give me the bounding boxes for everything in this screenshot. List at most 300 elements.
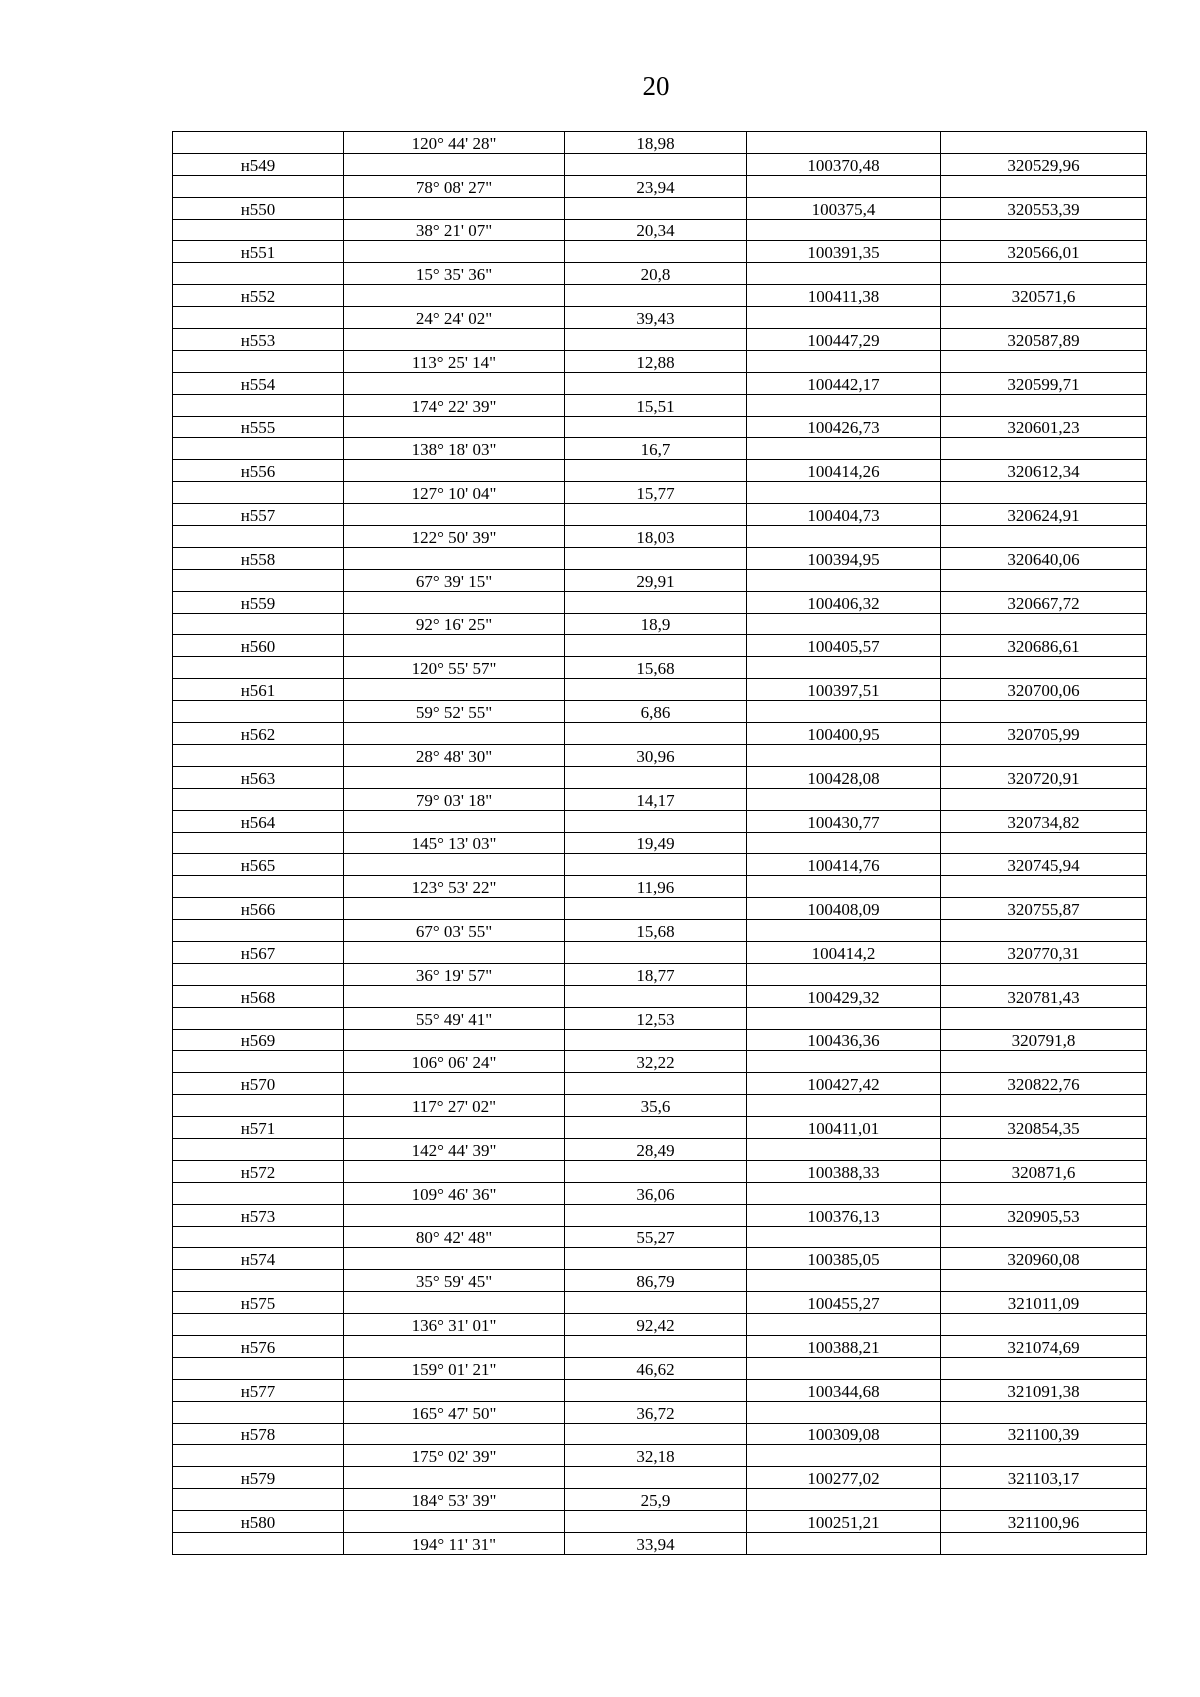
point-name-cell [173, 920, 344, 942]
point-name-cell [173, 963, 344, 985]
direction-angle-cell [344, 1423, 565, 1445]
distance-cell [565, 1379, 747, 1401]
x-coordinate-cell [747, 175, 941, 197]
point-name-cell [173, 1051, 344, 1073]
y-coordinate-cell: 320640,06 [941, 547, 1147, 569]
x-coordinate-cell [747, 1489, 941, 1511]
x-coordinate-cell: 100391,35 [747, 241, 941, 263]
x-coordinate-cell [747, 132, 941, 154]
table-row [173, 263, 1147, 285]
x-coordinate-cell: 100251,21 [747, 1511, 941, 1533]
direction-angle-cell [344, 1117, 565, 1139]
table-row [173, 591, 1147, 613]
x-coordinate-cell [747, 1314, 941, 1336]
point-name-cell: н579 [173, 1467, 344, 1489]
direction-angle-cell: 59° 52' 55" [344, 701, 565, 723]
y-coordinate-cell [941, 876, 1147, 898]
x-coordinate-cell: 100388,21 [747, 1335, 941, 1357]
distance-cell [565, 766, 747, 788]
y-coordinate-cell: 320854,35 [941, 1117, 1147, 1139]
direction-angle-cell [344, 372, 565, 394]
table-row [173, 1182, 1147, 1204]
table-row [173, 526, 1147, 548]
table-row [173, 1314, 1147, 1336]
x-coordinate-cell: 100414,26 [747, 460, 941, 482]
point-name-cell [173, 175, 344, 197]
point-name-cell [173, 219, 344, 241]
x-coordinate-cell [747, 701, 941, 723]
point-name-cell [173, 701, 344, 723]
y-coordinate-cell: 321074,69 [941, 1335, 1147, 1357]
distance-cell: 16,7 [565, 438, 747, 460]
direction-angle-cell [344, 941, 565, 963]
y-coordinate-cell [941, 1138, 1147, 1160]
distance-cell [565, 241, 747, 263]
point-name-cell [173, 744, 344, 766]
point-name-cell [173, 132, 344, 154]
table-row [173, 635, 1147, 657]
y-coordinate-cell: 320871,6 [941, 1160, 1147, 1182]
table-row [173, 1533, 1147, 1555]
point-name-cell [173, 263, 344, 285]
direction-angle-cell: 24° 24' 02" [344, 307, 565, 329]
distance-cell [565, 285, 747, 307]
x-coordinate-cell: 100344,68 [747, 1379, 941, 1401]
table-row [173, 1051, 1147, 1073]
point-name-cell: н554 [173, 372, 344, 394]
point-name-cell: н559 [173, 591, 344, 613]
x-coordinate-cell [747, 1401, 941, 1423]
direction-angle-cell: 122° 50' 39" [344, 526, 565, 548]
distance-cell: 92,42 [565, 1314, 747, 1336]
x-coordinate-cell: 100405,57 [747, 635, 941, 657]
x-coordinate-cell [747, 1182, 941, 1204]
point-name-cell [173, 1182, 344, 1204]
table-row [173, 132, 1147, 154]
distance-cell: 18,77 [565, 963, 747, 985]
y-coordinate-cell: 320529,96 [941, 153, 1147, 175]
direction-angle-cell [344, 1204, 565, 1226]
distance-cell [565, 898, 747, 920]
distance-cell [565, 547, 747, 569]
table-row [173, 723, 1147, 745]
direction-angle-cell: 92° 16' 25" [344, 613, 565, 635]
table-row [173, 941, 1147, 963]
distance-cell: 29,91 [565, 569, 747, 591]
point-name-cell [173, 1357, 344, 1379]
distance-cell: 25,9 [565, 1489, 747, 1511]
distance-cell [565, 635, 747, 657]
distance-cell: 12,88 [565, 350, 747, 372]
distance-cell: 23,94 [565, 175, 747, 197]
x-coordinate-cell: 100394,95 [747, 547, 941, 569]
direction-angle-cell: 35° 59' 45" [344, 1270, 565, 1292]
direction-angle-cell: 15° 35' 36" [344, 263, 565, 285]
direction-angle-cell: 55° 49' 41" [344, 1007, 565, 1029]
y-coordinate-cell: 320720,91 [941, 766, 1147, 788]
y-coordinate-cell: 320667,72 [941, 591, 1147, 613]
y-coordinate-cell: 320571,6 [941, 285, 1147, 307]
point-name-cell [173, 569, 344, 591]
distance-cell: 14,17 [565, 788, 747, 810]
point-name-cell [173, 613, 344, 635]
x-coordinate-cell [747, 1095, 941, 1117]
x-coordinate-cell: 100428,08 [747, 766, 941, 788]
table-row [173, 285, 1147, 307]
table-row [173, 876, 1147, 898]
direction-angle-cell: 138° 18' 03" [344, 438, 565, 460]
table-row [173, 153, 1147, 175]
direction-angle-cell [344, 679, 565, 701]
direction-angle-cell [344, 1248, 565, 1270]
direction-angle-cell: 145° 13' 03" [344, 832, 565, 854]
x-coordinate-cell: 100414,2 [747, 941, 941, 963]
y-coordinate-cell [941, 1533, 1147, 1555]
table-row [173, 241, 1147, 263]
x-coordinate-cell: 100400,95 [747, 723, 941, 745]
y-coordinate-cell: 321103,17 [941, 1467, 1147, 1489]
point-name-cell: н567 [173, 941, 344, 963]
distance-cell: 18,98 [565, 132, 747, 154]
x-coordinate-cell [747, 219, 941, 241]
direction-angle-cell [344, 898, 565, 920]
distance-cell [565, 723, 747, 745]
direction-angle-cell [344, 635, 565, 657]
distance-cell: 35,6 [565, 1095, 747, 1117]
table-row [173, 1095, 1147, 1117]
point-name-cell [173, 1095, 344, 1117]
x-coordinate-cell [747, 307, 941, 329]
table-row [173, 854, 1147, 876]
y-coordinate-cell: 320822,76 [941, 1073, 1147, 1095]
point-name-cell: н572 [173, 1160, 344, 1182]
direction-angle-cell: 127° 10' 04" [344, 482, 565, 504]
distance-cell: 39,43 [565, 307, 747, 329]
point-name-cell [173, 350, 344, 372]
direction-angle-cell [344, 1467, 565, 1489]
x-coordinate-cell: 100411,38 [747, 285, 941, 307]
distance-cell [565, 1073, 747, 1095]
y-coordinate-cell [941, 1489, 1147, 1511]
y-coordinate-cell [941, 569, 1147, 591]
table-row [173, 1160, 1147, 1182]
point-name-cell [173, 1314, 344, 1336]
table-row [173, 810, 1147, 832]
y-coordinate-cell [941, 788, 1147, 810]
table-row [173, 1073, 1147, 1095]
y-coordinate-cell: 320734,82 [941, 810, 1147, 832]
point-name-cell: н562 [173, 723, 344, 745]
y-coordinate-cell: 320770,31 [941, 941, 1147, 963]
table-row [173, 1401, 1147, 1423]
direction-angle-cell [344, 591, 565, 613]
distance-cell [565, 1335, 747, 1357]
y-coordinate-cell: 321011,09 [941, 1292, 1147, 1314]
point-name-cell [173, 1007, 344, 1029]
table-row [173, 482, 1147, 504]
distance-cell: 6,86 [565, 701, 747, 723]
direction-angle-cell [344, 460, 565, 482]
x-coordinate-cell [747, 350, 941, 372]
point-name-cell: н549 [173, 153, 344, 175]
x-coordinate-cell [747, 613, 941, 635]
x-coordinate-cell: 100436,36 [747, 1029, 941, 1051]
table-row [173, 569, 1147, 591]
direction-angle-cell [344, 1029, 565, 1051]
x-coordinate-cell [747, 744, 941, 766]
y-coordinate-cell: 320553,39 [941, 197, 1147, 219]
x-coordinate-cell: 100406,32 [747, 591, 941, 613]
direction-angle-cell: 109° 46' 36" [344, 1182, 565, 1204]
y-coordinate-cell [941, 1401, 1147, 1423]
point-name-cell: н576 [173, 1335, 344, 1357]
point-name-cell: н555 [173, 416, 344, 438]
x-coordinate-cell: 100447,29 [747, 329, 941, 351]
direction-angle-cell [344, 1335, 565, 1357]
table-row [173, 898, 1147, 920]
x-coordinate-cell: 100397,51 [747, 679, 941, 701]
y-coordinate-cell: 320905,53 [941, 1204, 1147, 1226]
point-name-cell: н552 [173, 285, 344, 307]
table-row [173, 329, 1147, 351]
point-name-cell [173, 1138, 344, 1160]
x-coordinate-cell [747, 788, 941, 810]
x-coordinate-cell [747, 263, 941, 285]
table-row [173, 701, 1147, 723]
table-row [173, 788, 1147, 810]
distance-cell [565, 679, 747, 701]
table-row [173, 1138, 1147, 1160]
distance-cell: 33,94 [565, 1533, 747, 1555]
x-coordinate-cell [747, 394, 941, 416]
direction-angle-cell: 165° 47' 50" [344, 1401, 565, 1423]
x-coordinate-cell: 100375,4 [747, 197, 941, 219]
y-coordinate-cell [941, 1007, 1147, 1029]
table-row [173, 1357, 1147, 1379]
x-coordinate-cell: 100309,08 [747, 1423, 941, 1445]
direction-angle-cell: 106° 06' 24" [344, 1051, 565, 1073]
y-coordinate-cell [941, 657, 1147, 679]
direction-angle-cell [344, 985, 565, 1007]
distance-cell: 20,34 [565, 219, 747, 241]
x-coordinate-cell [747, 832, 941, 854]
table-row [173, 175, 1147, 197]
x-coordinate-cell [747, 1357, 941, 1379]
distance-cell [565, 197, 747, 219]
table-row [173, 547, 1147, 569]
x-coordinate-cell [747, 569, 941, 591]
point-name-cell: н569 [173, 1029, 344, 1051]
distance-cell [565, 1292, 747, 1314]
table-row [173, 1489, 1147, 1511]
x-coordinate-cell [747, 1226, 941, 1248]
distance-cell [565, 1248, 747, 1270]
y-coordinate-cell: 320960,08 [941, 1248, 1147, 1270]
point-name-cell: н570 [173, 1073, 344, 1095]
table-row [173, 613, 1147, 635]
point-name-cell: н566 [173, 898, 344, 920]
distance-cell [565, 1204, 747, 1226]
y-coordinate-cell: 320705,99 [941, 723, 1147, 745]
point-name-cell: н551 [173, 241, 344, 263]
y-coordinate-cell [941, 613, 1147, 635]
x-coordinate-cell [747, 1007, 941, 1029]
point-name-cell: н574 [173, 1248, 344, 1270]
point-name-cell [173, 788, 344, 810]
direction-angle-cell: 175° 02' 39" [344, 1445, 565, 1467]
table-row [173, 460, 1147, 482]
y-coordinate-cell: 320686,61 [941, 635, 1147, 657]
distance-cell [565, 1511, 747, 1533]
point-name-cell: н556 [173, 460, 344, 482]
point-name-cell: н557 [173, 504, 344, 526]
point-name-cell [173, 394, 344, 416]
point-name-cell: н577 [173, 1379, 344, 1401]
table-row [173, 920, 1147, 942]
distance-cell: 15,68 [565, 920, 747, 942]
x-coordinate-cell [747, 482, 941, 504]
table-row [173, 766, 1147, 788]
y-coordinate-cell [941, 1051, 1147, 1073]
point-name-cell [173, 438, 344, 460]
x-coordinate-cell [747, 963, 941, 985]
direction-angle-cell [344, 854, 565, 876]
distance-cell: 86,79 [565, 1270, 747, 1292]
x-coordinate-cell: 100411,01 [747, 1117, 941, 1139]
table-row [173, 1335, 1147, 1357]
direction-angle-cell [344, 197, 565, 219]
point-name-cell [173, 1533, 344, 1555]
point-name-cell [173, 526, 344, 548]
x-coordinate-cell: 100430,77 [747, 810, 941, 832]
x-coordinate-cell: 100370,48 [747, 153, 941, 175]
distance-cell: 55,27 [565, 1226, 747, 1248]
table-row [173, 1248, 1147, 1270]
table-row [173, 438, 1147, 460]
point-name-cell [173, 1445, 344, 1467]
distance-cell [565, 985, 747, 1007]
x-coordinate-cell [747, 1533, 941, 1555]
y-coordinate-cell [941, 438, 1147, 460]
distance-cell [565, 504, 747, 526]
point-name-cell [173, 1226, 344, 1248]
distance-cell [565, 1029, 747, 1051]
point-name-cell: н568 [173, 985, 344, 1007]
point-name-cell: н564 [173, 810, 344, 832]
table-row [173, 963, 1147, 985]
distance-cell: 12,53 [565, 1007, 747, 1029]
distance-cell: 15,77 [565, 482, 747, 504]
direction-angle-cell: 67° 39' 15" [344, 569, 565, 591]
x-coordinate-cell: 100376,13 [747, 1204, 941, 1226]
table-row [173, 832, 1147, 854]
table-row [173, 1270, 1147, 1292]
y-coordinate-cell [941, 920, 1147, 942]
y-coordinate-cell [941, 963, 1147, 985]
point-name-cell [173, 1489, 344, 1511]
direction-angle-cell [344, 1379, 565, 1401]
y-coordinate-cell: 320745,94 [941, 854, 1147, 876]
direction-angle-cell: 194° 11' 31" [344, 1533, 565, 1555]
table-row [173, 1117, 1147, 1139]
y-coordinate-cell [941, 1445, 1147, 1467]
direction-angle-cell [344, 810, 565, 832]
distance-cell [565, 1160, 747, 1182]
direction-angle-cell: 28° 48' 30" [344, 744, 565, 766]
x-coordinate-cell [747, 438, 941, 460]
y-coordinate-cell: 321100,39 [941, 1423, 1147, 1445]
direction-angle-cell: 67° 03' 55" [344, 920, 565, 942]
x-coordinate-cell: 100455,27 [747, 1292, 941, 1314]
point-name-cell: н558 [173, 547, 344, 569]
x-coordinate-cell: 100427,42 [747, 1073, 941, 1095]
distance-cell: 18,9 [565, 613, 747, 635]
table-row [173, 744, 1147, 766]
point-name-cell: н573 [173, 1204, 344, 1226]
table-row [173, 985, 1147, 1007]
x-coordinate-cell: 100426,73 [747, 416, 941, 438]
direction-angle-cell: 184° 53' 39" [344, 1489, 565, 1511]
point-name-cell [173, 1401, 344, 1423]
coordinates-table-body [173, 132, 1147, 1555]
distance-cell: 11,96 [565, 876, 747, 898]
direction-angle-cell: 142° 44' 39" [344, 1138, 565, 1160]
y-coordinate-cell: 320781,43 [941, 985, 1147, 1007]
x-coordinate-cell: 100429,32 [747, 985, 941, 1007]
page-number: 20 [642, 71, 670, 101]
point-name-cell: н563 [173, 766, 344, 788]
direction-angle-cell [344, 153, 565, 175]
y-coordinate-cell [941, 744, 1147, 766]
distance-cell: 20,8 [565, 263, 747, 285]
table-row [173, 219, 1147, 241]
y-coordinate-cell [941, 307, 1147, 329]
direction-angle-cell: 36° 19' 57" [344, 963, 565, 985]
direction-angle-cell [344, 1073, 565, 1095]
y-coordinate-cell [941, 263, 1147, 285]
x-coordinate-cell: 100385,05 [747, 1248, 941, 1270]
point-name-cell [173, 307, 344, 329]
distance-cell [565, 153, 747, 175]
direction-angle-cell [344, 1292, 565, 1314]
direction-angle-cell: 113° 25' 14" [344, 350, 565, 372]
point-name-cell [173, 876, 344, 898]
x-coordinate-cell: 100388,33 [747, 1160, 941, 1182]
x-coordinate-cell: 100414,76 [747, 854, 941, 876]
x-coordinate-cell [747, 920, 941, 942]
y-coordinate-cell [941, 1314, 1147, 1336]
y-coordinate-cell [941, 1095, 1147, 1117]
table-row [173, 416, 1147, 438]
distance-cell [565, 329, 747, 351]
y-coordinate-cell [941, 1182, 1147, 1204]
distance-cell [565, 854, 747, 876]
direction-angle-cell: 136° 31' 01" [344, 1314, 565, 1336]
distance-cell: 36,72 [565, 1401, 747, 1423]
y-coordinate-cell: 321091,38 [941, 1379, 1147, 1401]
table-row [173, 307, 1147, 329]
y-coordinate-cell [941, 350, 1147, 372]
point-name-cell: н553 [173, 329, 344, 351]
distance-cell [565, 1423, 747, 1445]
point-name-cell [173, 832, 344, 854]
y-coordinate-cell [941, 219, 1147, 241]
direction-angle-cell [344, 285, 565, 307]
y-coordinate-cell [941, 175, 1147, 197]
y-coordinate-cell [941, 832, 1147, 854]
y-coordinate-cell: 320587,89 [941, 329, 1147, 351]
table-row [173, 1204, 1147, 1226]
